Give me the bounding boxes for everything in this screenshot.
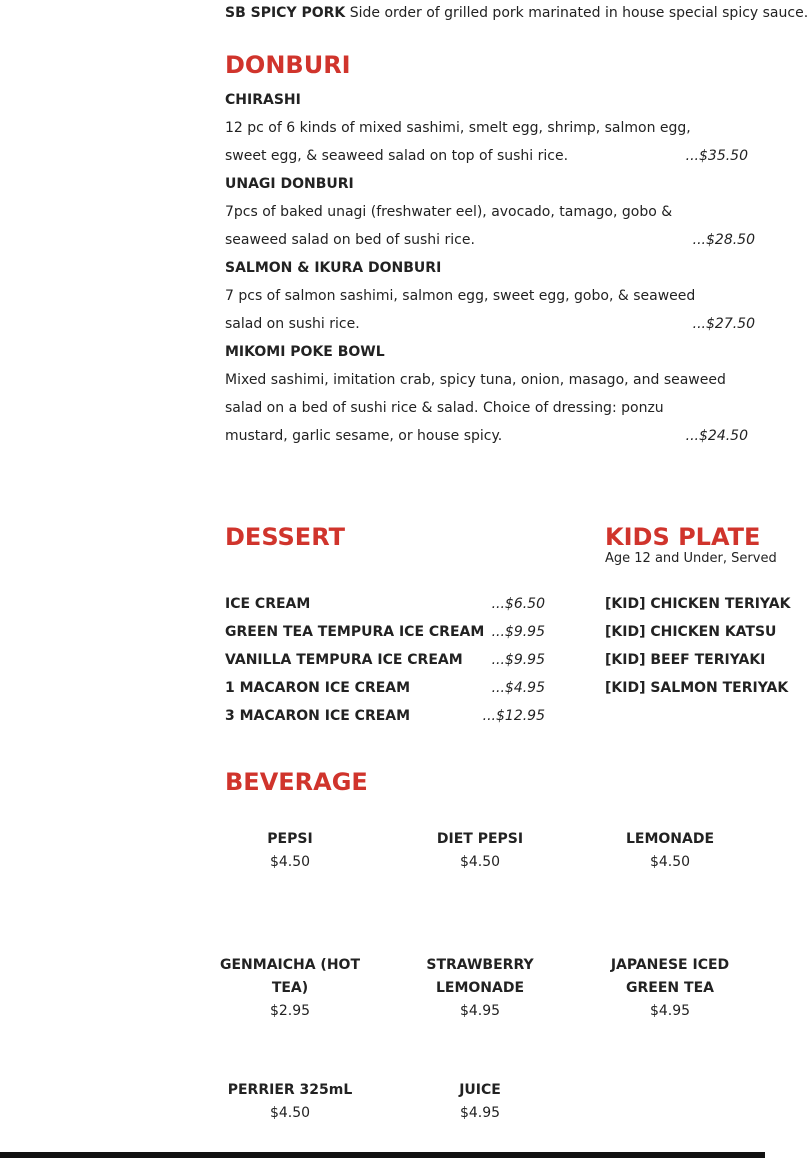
item-price: $4.50 (269, 1105, 311, 1121)
menu-item[interactable] (225, 254, 755, 338)
item-price: ...$24.50 (685, 428, 748, 444)
item-name: GREEN TEA TEMPURA ICE CREAM (225, 624, 485, 640)
item-name: ICE CREAM (225, 596, 311, 612)
menu-item[interactable] (225, 646, 547, 674)
item-name: VANILLA TEMPURA ICE CREAM (225, 652, 463, 668)
beverage-item[interactable] (215, 1079, 365, 1125)
item-price: $4.95 (649, 1003, 691, 1019)
kids-list (605, 590, 791, 702)
menu-item[interactable] (225, 590, 547, 618)
menu-item[interactable] (225, 170, 755, 254)
item-name: DIET PEPSI (436, 831, 524, 847)
item-name: [KID] CHICKEN TERIYAK (605, 596, 791, 612)
beverage-item[interactable] (595, 828, 745, 874)
section-title-beverage: BEVERAGE (225, 768, 368, 796)
menu-item[interactable] (225, 702, 547, 730)
menu-item[interactable] (605, 590, 791, 618)
item-name: GENMAICHA (HOT TEA) (219, 957, 360, 996)
item-name: [KID] BEEF TERIYAKI (605, 652, 766, 668)
item-name: 3 MACARON ICE CREAM (225, 708, 411, 724)
item-price: $2.95 (269, 1003, 311, 1019)
item-price: $4.95 (459, 1105, 501, 1121)
menu-item[interactable] (605, 674, 789, 702)
menu-item[interactable] (225, 674, 547, 702)
item-price: ...$28.50 (692, 232, 755, 248)
item-price: $4.50 (649, 854, 691, 870)
item-name: PERRIER 325mL (227, 1082, 353, 1098)
menu-item[interactable] (605, 618, 777, 646)
item-price: ...$12.95 (482, 708, 545, 724)
beverage-item[interactable] (405, 828, 555, 874)
item-name: UNAGI DONBURI (225, 176, 354, 192)
item-price: $4.50 (459, 854, 501, 870)
side-order-item (225, 2, 808, 24)
item-description: Side order of grilled pork marinated in house special spicy sauce. (349, 5, 808, 21)
item-name: JAPANESE ICED GREEN TEA (610, 957, 730, 996)
item-name: PEPSI (267, 831, 313, 847)
item-description: Mixed sashimi, imitation crab, spicy tuna, onion, masago, and seaweed salad on a bed of sushi rice & salad. Choice of dressing: ponzu mustard, garlic sesame, or house spicy. ...$24.50 (225, 366, 738, 450)
item-name: [KID] SALMON TERIYAK (605, 680, 789, 696)
section-title-donburi: DONBURI (225, 51, 351, 79)
menu-item[interactable] (225, 86, 748, 170)
item-price: $4.50 (269, 854, 311, 870)
item-price: ...$35.50 (685, 148, 748, 164)
item-description: 7 pcs of salmon sashimi, salmon egg, sweet egg, gobo, & seaweed salad on sushi rice. ...$27.50 (225, 282, 728, 338)
item-price: ...$6.50 (491, 596, 545, 612)
item-price: ...$4.95 (491, 680, 545, 696)
item-name: 1 MACARON ICE CREAM (225, 680, 411, 696)
item-name: STRAWBERRY LEMONADE (426, 957, 534, 996)
item-name: MIKOMI POKE BOWL (225, 344, 385, 360)
menu-item[interactable] (605, 646, 765, 674)
item-price: ...$27.50 (692, 316, 755, 332)
menu-item[interactable] (225, 618, 547, 646)
beverage-item[interactable] (215, 828, 365, 874)
item-name: JUICE (459, 1082, 501, 1098)
item-price: ...$9.95 (491, 652, 545, 668)
footer-bar (0, 1152, 765, 1158)
item-name: LEMONADE (625, 831, 715, 847)
item-name: [KID] CHICKEN KATSU (605, 624, 777, 640)
item-name: CHIRASHI (225, 92, 301, 108)
donburi-list (225, 86, 755, 450)
item-name: SALMON & IKURA DONBURI (225, 260, 442, 276)
item-description: 12 pc of 6 kinds of mixed sashimi, smelt egg, shrimp, salmon egg, sweet egg, & seaweed salad on top of sushi rice. ...$35.50 (225, 114, 738, 170)
section-title-kids-plate: KIDS PLATE (605, 523, 761, 551)
item-description: 7pcs of baked unagi (freshwater eel), avocado, tamago, gobo & seaweed salad on bed of sushi rice. ...$28.50 (225, 198, 745, 254)
menu-item[interactable] (225, 338, 748, 450)
beverage-item[interactable] (595, 954, 745, 1023)
section-title-dessert: DESSERT (225, 523, 345, 551)
item-name: SB SPICY PORK (225, 5, 346, 21)
item-price: ...$9.95 (491, 624, 545, 640)
item-price: $4.95 (459, 1003, 501, 1019)
beverage-item[interactable] (215, 954, 365, 1023)
dessert-list (225, 590, 547, 730)
beverage-item[interactable] (405, 1079, 555, 1125)
beverage-item[interactable] (405, 954, 555, 1023)
section-subtitle-kids-plate: Age 12 and Under, Served (605, 551, 777, 566)
